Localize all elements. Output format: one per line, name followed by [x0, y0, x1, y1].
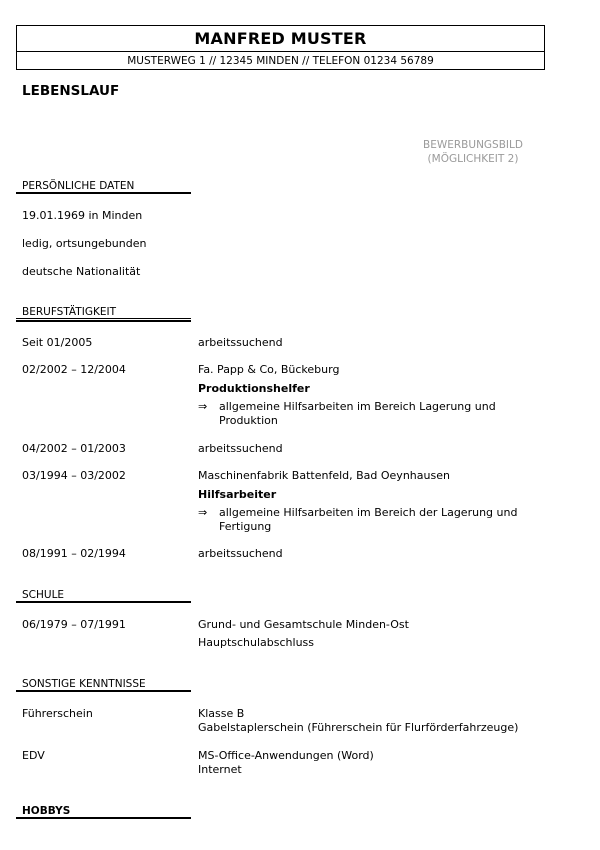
photo-placeholder-line1: BEWERBUNGSBILD — [423, 139, 523, 151]
section-rule — [16, 192, 191, 194]
section-heading-hobbies-text: HOBBYS — [22, 805, 71, 817]
work-role: Produktionshelfer — [198, 382, 310, 395]
marital-line: ledig, ortsungebunden — [22, 237, 147, 250]
applicant-name: MANFRED MUSTER — [17, 26, 544, 52]
work-task-line: allgemeine Hilfsarbeiten im Bereich der Lagerung und — [219, 506, 518, 519]
skill-label: Führerschein — [22, 707, 93, 720]
section-heading-school — [22, 589, 191, 601]
school-period: 06/1979 – 07/1991 — [22, 618, 126, 631]
section-rule — [16, 318, 191, 322]
section-heading-personal-text: PERSÖNLICHE DATEN — [22, 180, 135, 192]
skill-detail: Internet — [198, 763, 242, 776]
school-name: Grund- und Gesamtschule Minden-Ost — [198, 618, 409, 631]
work-task-line: allgemeine Hilfsarbeiten im Bereich Lagerung und — [219, 400, 496, 413]
section-heading-school-text: SCHULE — [22, 589, 65, 601]
arrow-bullet-icon: ⇒ — [198, 400, 208, 413]
skill-detail: Klasse B — [198, 707, 245, 720]
arrow-bullet-icon: ⇒ — [198, 506, 208, 519]
skill-detail: Gabelstaplerschein (Führerschein für Flurförderfahrzeuge) — [198, 721, 519, 734]
work-text: arbeitssuchend — [198, 547, 283, 560]
section-heading-skills-text: SONSTIGE KENNTNISSE — [22, 678, 146, 690]
section-heading-skills — [22, 678, 191, 690]
school-degree: Hauptschulabschluss — [198, 636, 315, 649]
section-rule — [16, 601, 191, 603]
work-task-line: Produktion — [219, 414, 278, 427]
work-text: arbeitssuchend — [198, 336, 283, 349]
work-period: 02/2002 – 12/2004 — [22, 363, 126, 376]
photo-placeholder-line2: (MÖGLICHKEIT 2) — [427, 153, 519, 165]
section-heading-personal — [22, 180, 191, 192]
document-title: LEBENSLAUF — [22, 83, 120, 99]
work-period: Seit 01/2005 — [22, 336, 93, 349]
birth-line: 19.01.1969 in Minden — [22, 209, 143, 222]
work-task-line: Fertigung — [219, 520, 272, 533]
section-rule — [16, 690, 191, 692]
work-period: 03/1994 – 03/2002 — [22, 469, 126, 482]
work-period: 08/1991 – 02/1994 — [22, 547, 126, 560]
header-box — [16, 25, 545, 70]
skill-detail: MS-Office-Anwendungen (Word) — [198, 749, 374, 762]
skill-label: EDV — [22, 749, 45, 762]
work-company: Fa. Papp & Co, Bückeburg — [198, 363, 340, 376]
work-role: Hilfsarbeiter — [198, 488, 277, 501]
work-text: arbeitssuchend — [198, 442, 283, 455]
section-heading-hobbies — [22, 805, 191, 817]
contact-line: MUSTERWEG 1 // 12345 MINDEN // TELEFON 01234 56789 — [127, 54, 434, 67]
work-company: Maschinenfabrik Battenfeld, Bad Oeynhausen — [198, 469, 450, 482]
photo-placeholder — [418, 138, 528, 166]
section-rule — [16, 817, 191, 819]
section-heading-work-text: BERUFSTÄTIGKEIT — [22, 306, 116, 318]
section-heading-work — [22, 306, 191, 318]
work-period: 04/2002 – 01/2003 — [22, 442, 126, 455]
nationality-line: deutsche Nationalität — [22, 265, 141, 278]
